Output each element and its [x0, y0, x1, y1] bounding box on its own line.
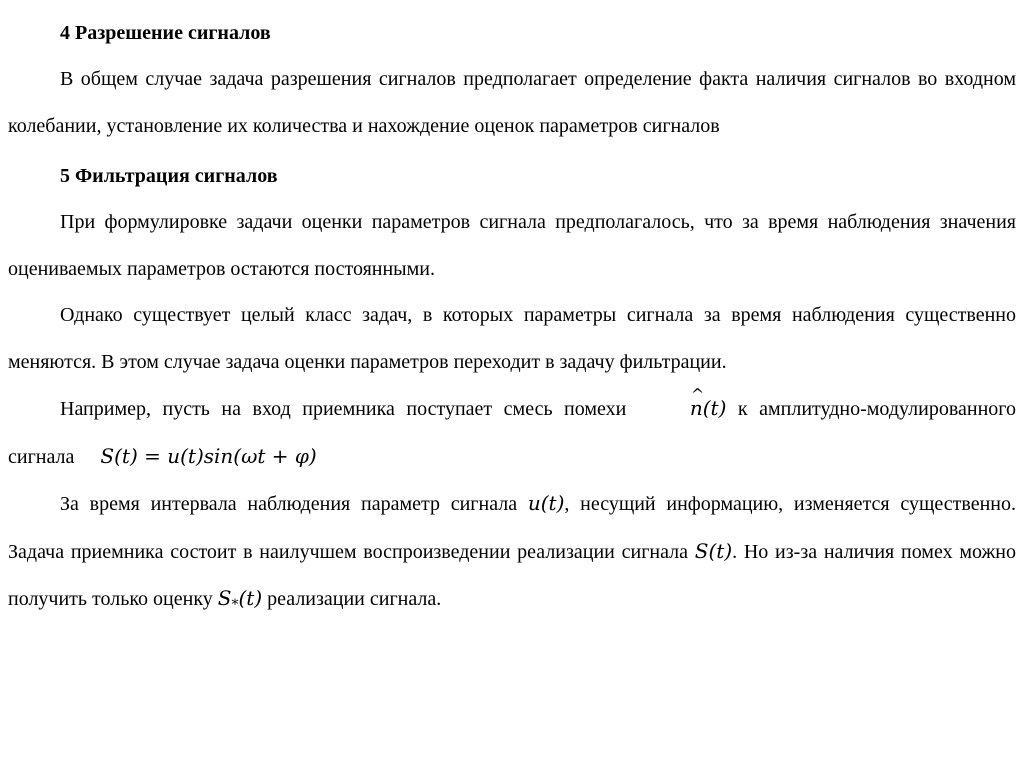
paragraph-3-text-b: к амплитудно-модулированного сигнала	[8, 398, 1017, 468]
paragraph-4-text-a: За время интервала наблюдения параметр сигнала	[60, 493, 518, 515]
paragraph-4-text-d: реализации сигнала.	[267, 588, 442, 610]
section-4-heading: 4 Разрешение сигналов	[60, 22, 271, 44]
paragraph-3-text-a: Например, пусть на вход приемника поступает смесь помехи	[60, 398, 627, 420]
document-page	[8, 10, 1016, 629]
param-symbol: u(t)	[527, 491, 565, 515]
paragraph-4-text-b: , несущий информацию, изменяется существенно. Задача приемника состоит в наилучшем воспроизведении реализации сигнала	[8, 493, 1016, 563]
section-5-paragraph-3	[8, 385, 1016, 480]
section-5-paragraph-2: Однако существует целый класс задач, в которых параметры сигнала за время наблюдения существенно меняются. В этом случае задача оценки параметров переходит в задачу фильтрации.	[8, 304, 1016, 373]
noise-symbol-text: ^ n(t)	[638, 385, 727, 432]
estimate-subscript: *	[231, 597, 239, 613]
estimate-base: S	[217, 586, 232, 610]
estimate-arg: (t)	[238, 586, 263, 610]
section-5-paragraph-4	[8, 480, 1016, 629]
paragraph-4-text-c: . Но из-за наличия помех можно получить только оценку	[8, 540, 1017, 610]
estimate-symbol	[217, 586, 263, 613]
section-5-paragraph-1: При формулировке задачи оценки параметров сигнала предполагалось, что за время наблюдения значения оцениваемых параметров остаются постоянными.	[8, 211, 1016, 280]
signal-symbol: S(t)	[694, 538, 733, 563]
section-4-paragraph: В общем случае задача разрешения сигналов предполагает определение факта наличия сигналов во входном колебании, установление их количества и нахождение оценок параметров сигналов	[8, 68, 1016, 137]
section-5-heading: 5 Фильтрация сигналов	[60, 165, 278, 187]
noise-symbol	[638, 396, 727, 420]
signal-formula: S(t) = u(t)sin(ωt + φ)	[100, 443, 317, 468]
